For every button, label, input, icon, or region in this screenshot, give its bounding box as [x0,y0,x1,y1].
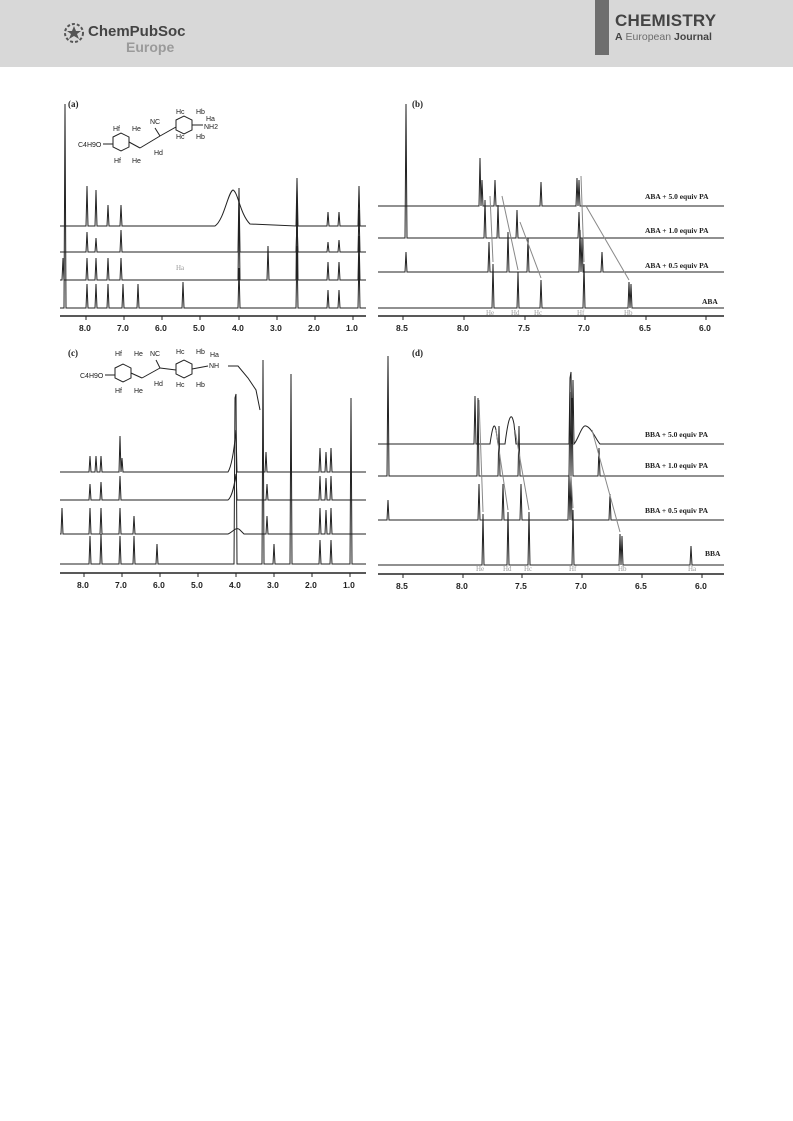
x-tick-label: 4.0 [229,580,241,590]
x-tick-label: 8.0 [456,581,468,591]
trace-label: BBA [705,549,721,558]
struct-label: NH2 [204,124,219,131]
trace-label: ABA + 5.0 equiv PA [645,192,709,201]
journal-sub-european: European [625,31,672,43]
x-tick-label: 6.5 [635,581,647,591]
proton-label: Hd [511,309,520,317]
x-tick-label: 2.0 [308,323,320,333]
struct-label: Hd [154,381,163,388]
struct-label: Hc [176,349,185,356]
x-tick-label: 7.0 [115,580,127,590]
panel-a-traces [60,104,366,308]
panel-a-structure-labels [78,109,218,165]
struct-label: Hf [113,126,120,133]
struct-label: Hc [176,109,185,116]
struct-label: Hc [176,382,185,389]
panel-a-label: (a) [68,99,79,109]
struct-label: C4H9O [78,142,102,149]
x-tick-label: 2.0 [305,580,317,590]
struct-label: Ha [210,352,219,359]
struct-label: He [134,388,143,395]
struct-label: Hc [176,134,185,141]
trace-label: ABA + 1.0 equiv PA [645,226,709,235]
panel-b-axis [378,309,724,333]
publisher-name: ChemPubSoc [88,23,186,40]
proton-label: Hc [524,565,533,573]
proton-label: Hb [618,565,627,573]
spectrum-trace [60,430,366,472]
panel-c [60,348,366,590]
x-tick-label: 8.0 [79,323,91,333]
x-tick-label: 7.5 [518,323,530,333]
struct-label: NC [150,351,161,358]
struct-label: Ha [206,116,215,123]
proton-label: Hd [503,565,512,573]
x-tick-label: 4.0 [232,323,244,333]
struct-label: He [134,351,143,358]
struct-label: Hf [115,388,122,395]
spectrum-trace [378,510,724,565]
x-tick-label: 8.0 [77,580,89,590]
struct-label: He [132,158,141,165]
trace-label: ABA + 0.5 equiv PA [645,261,709,270]
spectrum-trace [378,104,724,238]
panel-c-traces [60,360,366,564]
x-tick-label: 7.0 [575,581,587,591]
x-tick-label: 1.0 [343,580,355,590]
spectrum-trace [60,188,366,252]
struct-label: NH [209,363,220,370]
panel-d-axis [378,565,724,591]
panel-a-axis [60,316,366,333]
journal-sub-a: A [615,31,623,43]
panel-b-shift-arrows [490,176,629,280]
x-tick-label: 6.0 [153,580,165,590]
struct-label: Hb [196,109,205,116]
struct-label: C4H9O [80,373,104,380]
x-tick-label: 5.0 [191,580,203,590]
panel-c-axis [60,573,366,590]
x-tick-label: 6.0 [699,323,711,333]
trace-label: BBA + 0.5 equiv PA [645,506,709,515]
x-tick-label: 5.0 [193,323,205,333]
struct-label: He [132,126,141,133]
spectrum-trace [378,356,724,476]
x-tick-label: 8.5 [396,581,408,591]
struct-label: Hf [114,158,121,165]
x-tick-label: 8.0 [457,323,469,333]
panel-b-traces [378,104,724,308]
x-tick-label: 7.0 [117,323,129,333]
x-tick-label: 7.5 [515,581,527,591]
proton-label: Ha [688,565,697,573]
spectrum-trace [378,264,724,308]
proton-label: Hc [534,309,543,317]
x-tick-label: 7.0 [578,323,590,333]
x-tick-label: 6.0 [695,581,707,591]
x-tick-label: 6.5 [639,323,651,333]
spectrum-trace [60,178,366,226]
struct-label: Hb [196,382,205,389]
panel-a-annotation: Ha [176,264,185,272]
spectrum-trace [60,508,366,534]
panel-a [60,99,366,333]
proton-label: Hf [569,565,577,573]
struct-label: Hd [154,150,163,157]
struct-label: Hb [196,134,205,141]
x-tick-label: 6.0 [155,323,167,333]
proton-label: Hb [624,309,633,317]
proton-label: Hf [577,309,585,317]
x-tick-label: 1.0 [346,323,358,333]
struct-label: NC [150,119,161,126]
panel-d [378,348,724,591]
journal-sub-journal: Journal [673,31,712,43]
panel-c-label: (c) [68,348,78,358]
panel-c-structure-labels [80,349,219,395]
struct-label: Hf [115,351,122,358]
trace-label: ABA [702,297,718,306]
proton-label: He [476,565,485,573]
proton-label: He [486,309,495,317]
trace-label: BBA + 1.0 equiv PA [645,461,709,470]
panel-b [378,99,724,333]
x-tick-label: 3.0 [267,580,279,590]
spectrum-trace [60,474,366,500]
publisher-region: Europe [126,39,175,55]
struct-label: Hb [196,349,205,356]
trace-label: BBA + 5.0 equiv PA [645,430,709,439]
spectrum-trace [60,104,366,308]
panel-d-label: (d) [412,348,423,358]
spectrum-trace [60,190,366,280]
x-tick-label: 3.0 [270,323,282,333]
panel-b-label: (b) [412,99,423,109]
journal-title: CHEMISTRY [615,11,717,30]
x-tick-label: 8.5 [396,323,408,333]
